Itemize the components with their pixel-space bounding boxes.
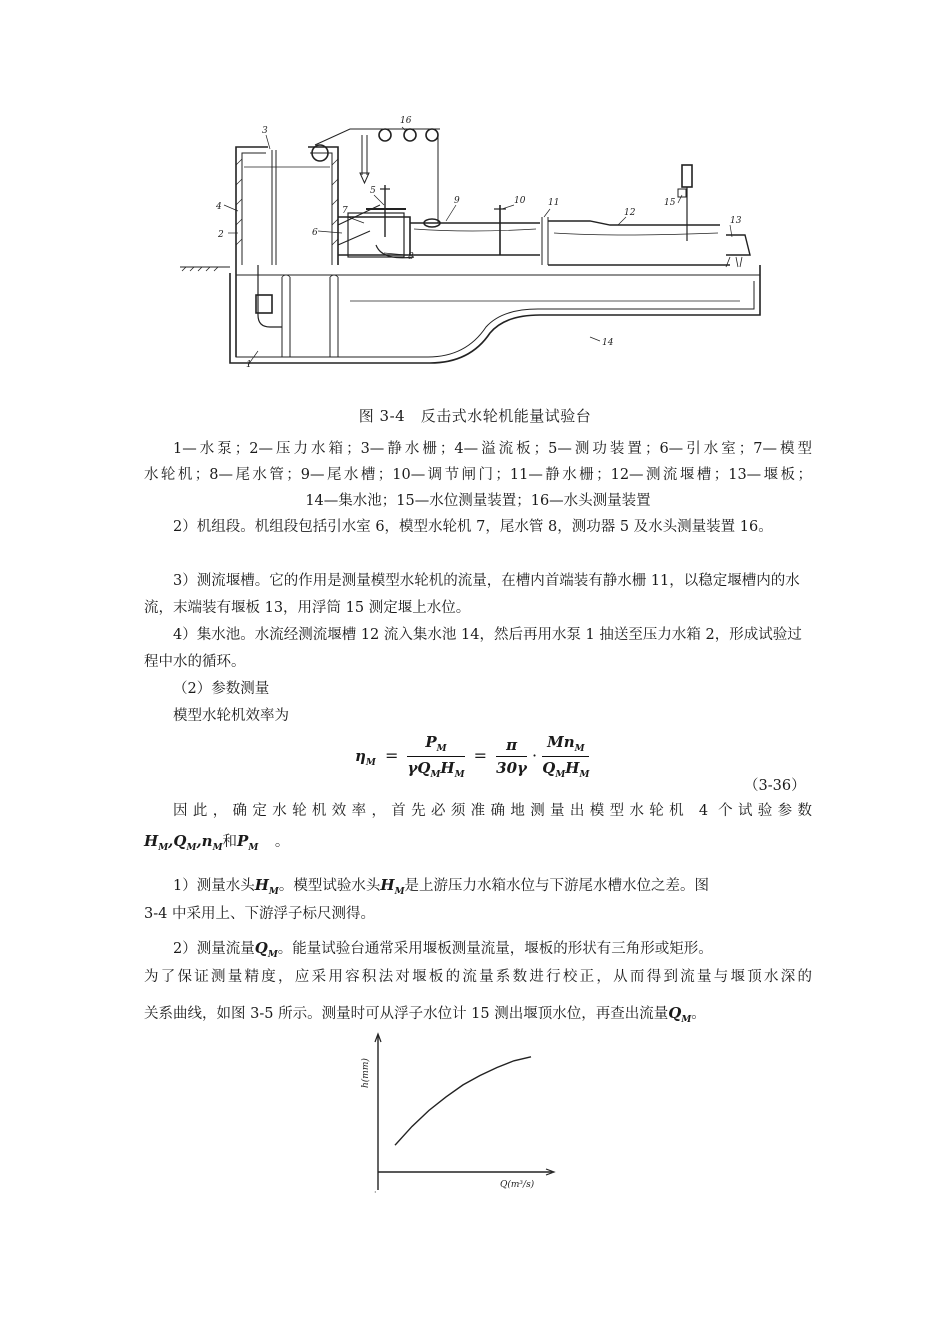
paragraph-four-parameters-line2: $H_M,Q_M,n_M$和$P_M$ 。 bbox=[144, 832, 290, 853]
paragraph-flow-measurement-line2: 为了保证测量精度，应采用容积法对堰板的流量系数进行校正，从而得到流量与堰顶水深的 bbox=[144, 969, 812, 985]
paragraph-head-measurement: 1）测量水头$H_M$。模型试验水头$H_M$是上游压力水箱水位与下游尾水槽水位之差。图 bbox=[173, 876, 710, 897]
label-11: 11 bbox=[548, 198, 560, 208]
section-heading-parameter-measurement: （2）参数测量 bbox=[173, 681, 270, 697]
paragraph-head-measurement-line2: 3-4 中采用上、下游浮子标尺测得。 bbox=[144, 906, 375, 922]
label-1: 1 bbox=[246, 360, 252, 370]
legend-line-3: 14—集水池；15—水位测量装置；16—水头测量装置 bbox=[305, 493, 651, 509]
label-5: 5 bbox=[370, 186, 376, 196]
paragraph-collecting-pool: 4）集水池。水流经测流堰槽 12 流入集水池 14，然后再用水泵 1 抽送至压力水箱 2，形成试验过程中水的循环。 bbox=[144, 627, 802, 670]
figure-3-4-caption: 图 3-4 反击式水轮机能量试验台 bbox=[358, 407, 592, 425]
h-q-curve bbox=[395, 1057, 531, 1145]
formula-fraction-1: $\frac{P_M}{\gamma Q_MH_M}$ bbox=[407, 733, 465, 780]
svg-text:·: · bbox=[374, 1188, 377, 1195]
label-9: 9 bbox=[454, 196, 460, 206]
formula-fraction-2: $\frac{\pi}{30\gamma}$ bbox=[496, 736, 527, 777]
label-7: 7 bbox=[342, 206, 348, 216]
paragraph-flow-measurement: 2）测量流量$Q_M$。能量试验台通常采用堰板测量流量，堰板的形状有三角形或矩形。 bbox=[173, 939, 713, 960]
paragraph-unit-section: 2）机组段。机组段包括引水室 6，模型水轮机 7，尾水管 8，测功器 5 及水头测量装置 16。 bbox=[173, 519, 773, 535]
formula-fraction-3: $\frac{Mn_M}{Q_MH_M}$ bbox=[542, 733, 590, 780]
label-3: 3 bbox=[262, 126, 268, 136]
figure-3-4-schematic bbox=[170, 105, 790, 395]
label-10: 10 bbox=[514, 196, 526, 206]
paragraph-weir-channel: 3）测流堰槽。它的作用是测量模型水轮机的流量，在槽内首端装有静水栅 11，以稳定堰槽内的水流，末端装有堰板 13，用浮筒 15 测定堰上水位。 bbox=[144, 573, 800, 616]
figure-3-5-chart bbox=[352, 1030, 572, 1195]
x-axis-label: Q(m³/s) bbox=[500, 1180, 535, 1190]
label-15: 15 bbox=[664, 198, 676, 208]
label-14: 14 bbox=[602, 338, 614, 348]
legend-line-2: 水轮机；8—尾水管；9—尾水槽；10—调节闸门；11—静水栅；12—测流堰槽；13—堰板； bbox=[144, 467, 812, 483]
formula-eta: $\eta_M$ bbox=[355, 747, 376, 768]
paragraph-efficiency-intro: 模型水轮机效率为 bbox=[173, 708, 289, 724]
label-12: 12 bbox=[624, 208, 636, 218]
efficiency-formula: $\eta_M$ = $\frac{P_M}{\gamma Q_MH_M}$ = $\frac{\pi}{30\gamma}$ · $\frac{Mn_M}{Q_MH_M}$ bbox=[355, 733, 590, 780]
y-axis-label: h(mm) bbox=[361, 1058, 371, 1088]
legend-line-1: 1—水泵；2—压力水箱；3—静水栅；4—溢流板；5—测功装置；6—引水室；7—模型 bbox=[173, 441, 812, 457]
label-8: 8 bbox=[408, 252, 414, 262]
label-2: 2 bbox=[218, 230, 224, 240]
equation-number: （3-36） bbox=[744, 778, 806, 794]
label-6: 6 bbox=[312, 228, 318, 238]
label-4: 4 bbox=[216, 202, 222, 212]
paragraph-four-parameters-line1: 因此，确定水轮机效率，首先必须准确地测量出模型水轮机 4 个试验参数 bbox=[173, 803, 812, 819]
label-13: 13 bbox=[730, 216, 742, 226]
label-16: 16 bbox=[400, 116, 412, 126]
figure-3-4-legend bbox=[144, 436, 812, 514]
paragraph-flow-measurement-line3: 关系曲线，如图 3-5 所示。测量时可从浮子水位计 15 测出堰顶水位，再查出流量$Q_M$。 bbox=[144, 1004, 706, 1025]
